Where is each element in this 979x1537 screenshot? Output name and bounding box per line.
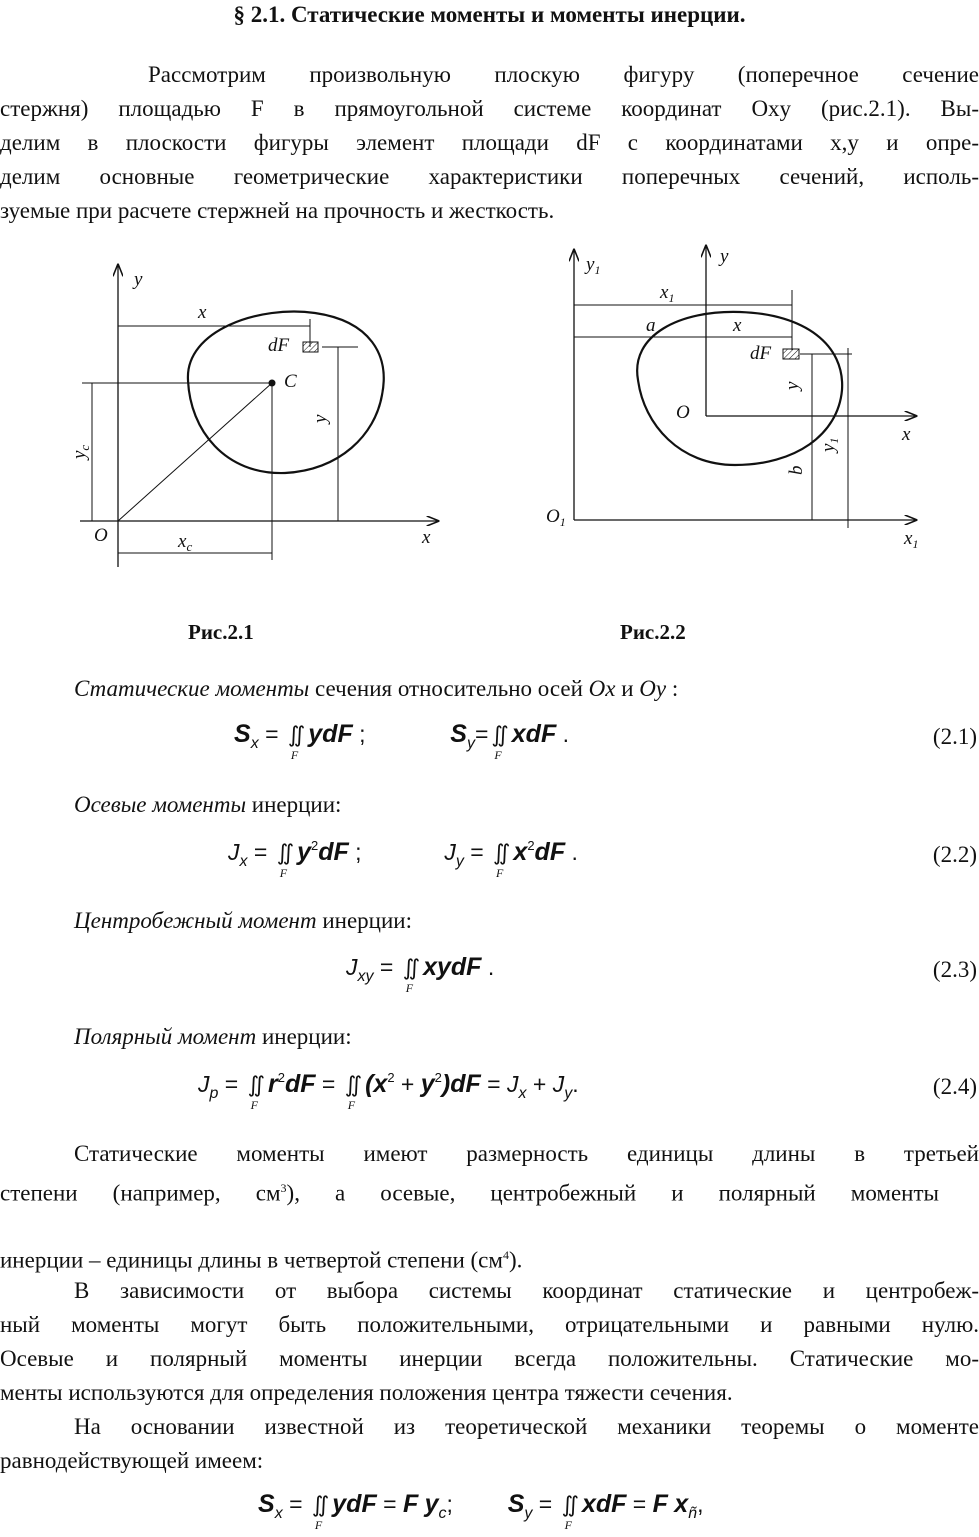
sign-line-2: ный моменты могут быть положительными, отрицательными и равными нулю.	[0, 1312, 979, 1337]
label-y: y	[134, 269, 143, 290]
section-title: § 2.1. Статические моменты и моменты инерции.	[233, 2, 746, 27]
dimensions-line-3: инерции – единицы длины в четвертой степени $(см^4)$.	[0, 1247, 523, 1273]
figure-2-1-caption: Рис.2.1	[188, 620, 254, 644]
label-y1-side: $y_1$	[818, 437, 841, 452]
label-x1-axis: $x_1$	[904, 528, 919, 551]
dimensions-line-1: Статические моменты имеют размерность единицы длины в третьей	[74, 1141, 979, 1166]
sign-line-4: менты используются для определения положения центра тяжести сечения.	[0, 1380, 733, 1405]
sign-line-1: В зависимости от выбора системы координат статические и центробеж-	[74, 1278, 979, 1303]
intro-line-1: Рассмотрим произвольную плоскую фигуру (поперечное сечение	[148, 62, 979, 87]
label-O-2: O	[676, 402, 690, 423]
equation-resultant: $S_x$ = ∬ F ydF = F $y_c$; $S_y$ = ∬ F xdF = F $x_ñ$,	[258, 1490, 704, 1532]
dimensions-paragraph	[0, 1137, 979, 1211]
label-O1: $O_1$	[546, 506, 566, 529]
label-x-top: x	[198, 302, 207, 323]
label-O: O	[94, 525, 108, 546]
label-y-side: y	[310, 414, 331, 423]
sign-paragraph	[0, 1274, 979, 1410]
label-x1: $x_1$	[660, 282, 675, 305]
intro-line-5: зуемые при расчете стержней на прочность и жесткость.	[0, 198, 555, 223]
figure-2-2	[540, 240, 960, 560]
area-element-2	[783, 349, 799, 359]
equation-2-4: $J_p$ = ∬ F $r^2dF$ = ∬ F $(x^2 + y^2)dF = J_x + J_y$.	[198, 1070, 579, 1112]
intro-line-4: делим основные геометрические характеристики поперечных сечений, исполь-	[0, 164, 979, 189]
equation-2-3: $J_{xy}$ = ∬ F xydF .	[346, 953, 495, 995]
label-y-side-2: y	[782, 381, 803, 390]
sign-line-3: Осевые и полярный моменты инерции всегда положительны. Статические мо-	[0, 1346, 979, 1371]
radius-line	[118, 383, 272, 521]
axial-moments-heading: Осевые моменты инерции:	[74, 792, 342, 817]
label-dF: dF	[268, 335, 290, 356]
figure-2-1	[60, 255, 450, 575]
polar-moment-heading: Полярный момент инерции:	[74, 1024, 352, 1049]
intro-line-2: стержня) площадью F в прямоугольной системе координат Oxy (рис.2.1). Вы-	[0, 96, 979, 121]
intro-paragraph	[0, 58, 979, 228]
label-a: a	[646, 315, 656, 336]
theorem-paragraph	[0, 1410, 979, 1478]
figure-2-2-caption: Рис.2.2	[620, 620, 686, 644]
intro-line-3: делим в плоскости фигуры элемент площади dF с координатами x,y и опре-	[0, 130, 979, 155]
equation-2-2: $J_x$ = ∬ F $y^2dF$ ; $J_y$ = ∬ F $x^2dF$ .	[228, 838, 578, 880]
label-x-axis-2: x	[902, 424, 911, 445]
dimensions-line-2: степени (например, $см^3$), а осевые, центробежный и полярный моменты	[0, 1180, 939, 1206]
label-b: b	[786, 465, 807, 475]
label-dF-2: dF	[750, 343, 772, 364]
equation-2-1: $S_x$ = ∬ F ydF ; $S_y=$ ∬ F xdF .	[234, 720, 569, 762]
label-yc: $y_c$	[69, 444, 92, 459]
label-y-2: y	[720, 246, 729, 267]
centrifugal-moment-heading: Центробежный момент инерции:	[74, 908, 412, 933]
equation-number-2-4: (2.4)	[932, 1074, 977, 1099]
label-C: C	[284, 371, 297, 392]
equation-number-2-3: (2.3)	[932, 957, 977, 982]
equation-number-2-2: (2.2)	[932, 842, 977, 867]
label-x-axis: x	[422, 527, 431, 548]
label-y1: $y_1$	[586, 254, 601, 277]
theorem-line-2: равнодействующей имеем:	[0, 1448, 264, 1473]
label-xc: $x_c$	[178, 531, 193, 554]
dimensions-paragraph-cont	[0, 1238, 979, 1278]
static-moments-heading: Статические моменты сечения относительно осей Ox и Oy :	[74, 676, 679, 701]
theorem-line-1: На основании известной из теоретической механики теоремы о моменте	[74, 1414, 979, 1439]
label-x-2: x	[733, 315, 742, 336]
equation-number-2-1: (2.1)	[932, 724, 977, 749]
